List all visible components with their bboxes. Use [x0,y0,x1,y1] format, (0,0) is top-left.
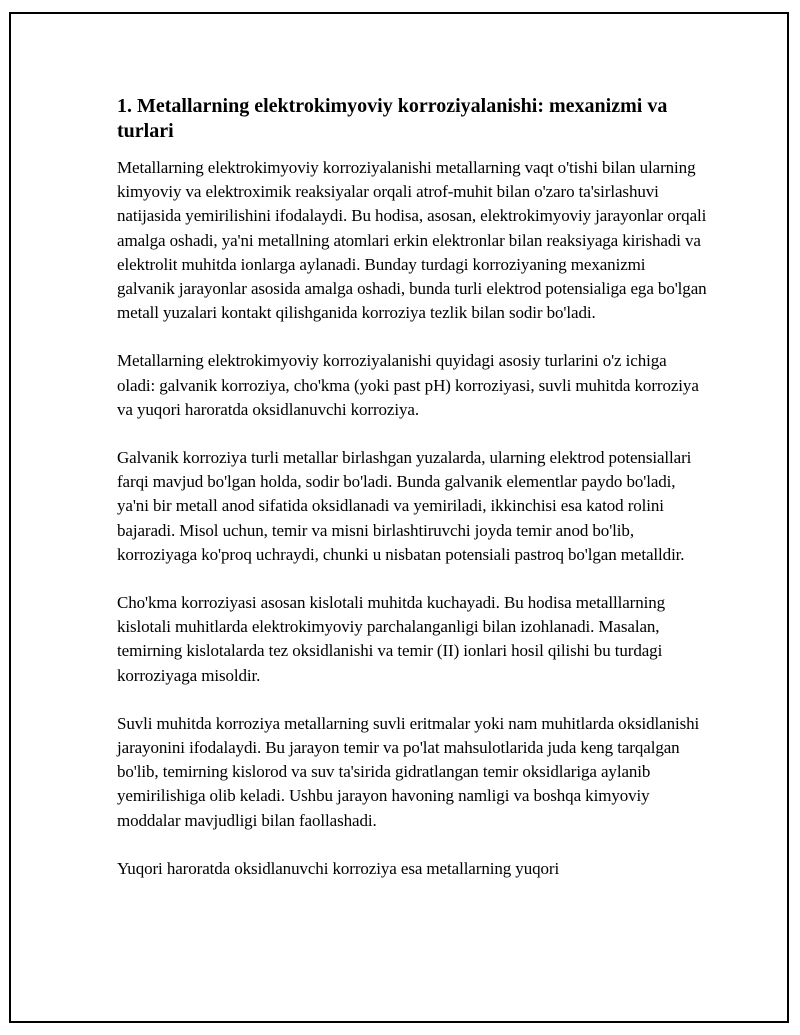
paragraph-mechanism: Metallarning elektrokimyoviy korroziyalanishi metallarning vaqt o'tishi bilan ularning kimyoviy va elektroximik reaksiyalar orqali atrof-muhit bilan o'zaro ta'sirlashuvi natijasida yemirilishini ifodalaydi. Bu hodisa, asosan, elektrokimyoviy jarayonlar orqali amalga oshadi, ya'ni metallning atomlari erkin elektronlar bilan reaksiyaga kirishadi va elektrolit muhitda ionlarga aylanadi. Bunday turdagi korroziyaning mexanizmi galvanik jarayonlar asosida amalga oshadi, bunda turli elektrod potensialiga ega bo'lgan metall yuzalari kontakt qilishganida korroziya tezlik bilan sodir bo'ladi. [117,158,707,323]
document-body [117,94,707,905]
section-heading: 1. Metallarning elektrokimyoviy korroziyalanishi: mexanizmi va turlari [117,95,668,142]
paragraph-types-overview: Metallarning elektrokimyoviy korroziyalanishi quyidagi asosiy turlarini o'z ichiga oladi: galvanik korroziya, cho'kma (yoki past pH) korroziyasi, suvli muhitda korroziya va yuqori haroratda oksidlanuvchi korroziya. [117,351,699,419]
paragraph-aqueous-corrosion: Suvli muhitda korroziya metallarning suvli eritmalar yoki nam muhitlarda oksidlanishi jarayonini ifodalaydi. Bu jarayon temir va po'lat mahsulotlarida juda keng tarqalgan bo'lib, temirning kislorod va suv ta'sirida gidratlangan temir oksidlariga aylanib yemirilishiga olib keladi. Ushbu jarayon havoning namligi va boshqa kimyoviy moddalar mavjudligi bilan faollashadi. [117,713,700,830]
paragraph-high-temperature-corrosion: Yuqori haroratda oksidlanuvchi korroziya esa metallarning yuqori [117,858,560,878]
paragraph-acidic-corrosion: Cho'kma korroziyasi asosan kislotali muhitda kuchayadi. Bu hodisa metalllarning kislotali muhitlarda elektrokimyoviy parchalanganligi bilan izohlanadi. Masalan, temirning kislotalarda tez oksidlanishi va temir (II) ionlari hosil qilishi bu turdagi korroziyaga misoldir. [117,593,666,685]
paragraph-galvanic-corrosion: Galvanik korroziya turli metallar birlashgan yuzalarda, ularning elektrod potensiallari farqi mavjud bo'lgan holda, sodir bo'ladi. Bunda galvanik elementlar paydo bo'ladi, ya'ni bir metall anod sifatida oksidlanadi va yemiriladi, ikkinchisi esa katod rolini bajaradi. Misol uchun, temir va misni birlashtiruvchi joyda temir anod bo'lib, korroziyaga ko'proq uchraydi, chunki u nisbatan potensiali pastroq bo'lgan metalldir. [117,448,692,564]
